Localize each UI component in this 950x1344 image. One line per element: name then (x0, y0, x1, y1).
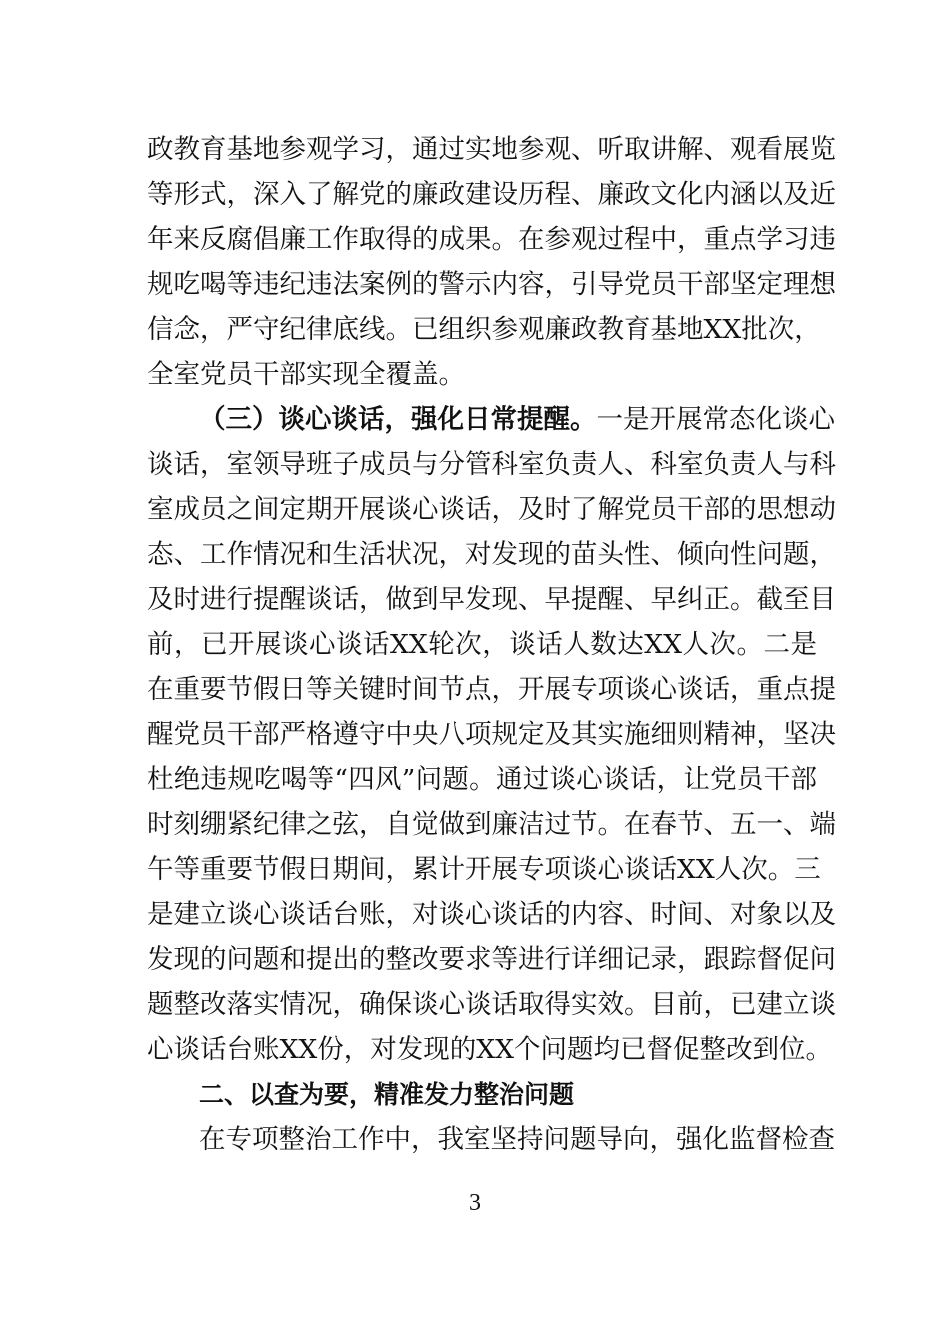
paragraph-first-line: 在专项整治工作中，我室坚持问题导向，强化监督检查 (199, 1124, 835, 1155)
body-text-line: 年来反腐倡廉工作取得的成果。在参观过程中，重点学习违 (147, 224, 836, 255)
paragraph-first-line (199, 398, 835, 442)
section-heading: 二、以查为要，精准发力整治问题 (199, 1080, 575, 1109)
body-text-line: 政教育基地参观学习，通过实地参观、听取讲解、观看展览 (147, 134, 836, 165)
body-text-line: 全室党员干部实现全覆盖。 (147, 359, 465, 390)
body-text-line: 时刻绷紧纪律之弦，自觉做到廉洁过节。在春节、五一、端 (147, 809, 836, 840)
body-text-line: 室成员之间定期开展谈心谈话，及时了解党员干部的思想动 (147, 494, 836, 525)
body-text-line: 态、工作情况和生活状况，对发现的苗头性、倾向性问题， (147, 539, 836, 570)
body-text-span: 一是开展常态化谈心 (596, 404, 835, 435)
body-text-line: 在重要节假日等关键时间节点，开展专项谈心谈话，重点提 (147, 674, 836, 705)
body-text-line: 醒党员干部严格遵守中央八项规定及其实施细则精神，坚决 (147, 719, 836, 750)
body-text-line: 信念，严守纪律底线。已组织参观廉政教育基地XX批次， (147, 314, 821, 345)
body-text-line: 是建立谈心谈话台账，对谈心谈话的内容、时间、对象以及 (147, 899, 836, 930)
body-text-line: 午等重要节假日期间，累计开展专项谈心谈话XX人次。三 (147, 854, 821, 885)
body-text-line: 规吃喝等违纪违法案例的警示内容，引导党员干部坚定理想 (147, 269, 836, 300)
body-text-line: 前，已开展谈心谈话XX轮次，谈话人数达XX人次。二是 (147, 629, 817, 660)
body-text-line: 心谈话台账XX份，对发现的XX个问题均已督促整改到位。 (147, 1034, 832, 1065)
body-text-line: 题整改落实情况，确保谈心谈话取得实效。目前，已建立谈 (147, 989, 836, 1020)
body-text-line: 等形式，深入了解党的廉政建设历程、廉政文化内涵以及近 (147, 179, 836, 210)
body-text-line: 谈话，室领导班子成员与分管科室负责人、科室负责人与科 (147, 449, 836, 480)
page-number: 3 (469, 1190, 481, 1216)
subsection-heading: （三）谈心谈话，强化日常提醒。 (199, 404, 597, 435)
body-text-line: 及时进行提醒谈话，做到早发现、早提醒、早纠正。截至目 (147, 584, 836, 615)
body-text-line: 发现的问题和提出的整改要求等进行详细记录，跟踪督促问 (147, 944, 836, 975)
body-text-line: 杜绝违规吃喝等“四风”问题。通过谈心谈话，让党员干部 (147, 764, 817, 795)
